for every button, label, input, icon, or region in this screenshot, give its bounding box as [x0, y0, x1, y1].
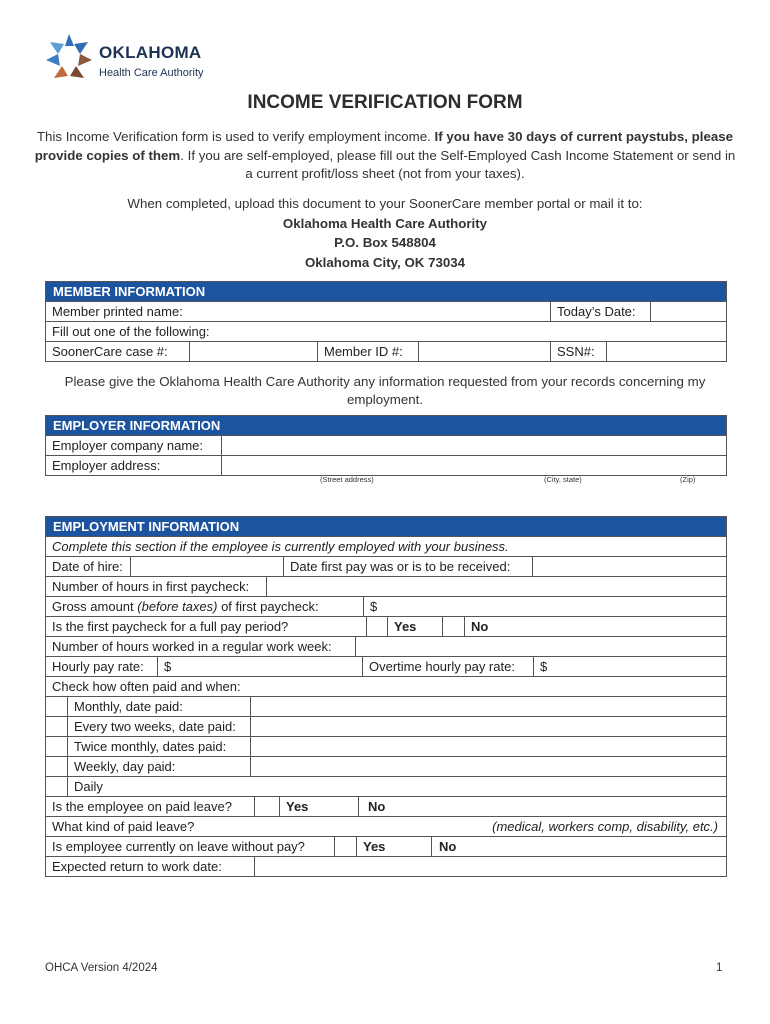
overtime-rate-label: Overtime hourly pay rate: [362, 657, 515, 676]
employer-header: EMPLOYER INFORMATION [46, 415, 726, 436]
twice-monthly-field[interactable] [250, 737, 726, 756]
gross-amount-label: Gross amount (before taxes) of first paycheck: [52, 599, 319, 614]
mail-address-line1: Oklahoma Health Care Authority [282, 215, 488, 231]
weekly-label: Weekly, day paid: [67, 757, 175, 776]
kind-leave-field[interactable]: (medical, workers comp, disability, etc.) [492, 819, 718, 834]
monthly-checkbox[interactable] [46, 697, 67, 716]
paid-leave-no-label: No [368, 799, 386, 814]
biweekly-label: Every two weeks, date paid: [67, 717, 236, 736]
employment-section [45, 516, 727, 877]
full-period-yes-label: Yes [387, 617, 416, 636]
unpaid-leave-yes-checkbox[interactable] [334, 837, 356, 856]
page-number: 1 [716, 962, 723, 974]
kind-leave-label: What kind of paid leave? [52, 819, 195, 834]
overtime-rate-field[interactable]: $ [533, 657, 726, 676]
how-often-label: Check how often paid and when: [52, 679, 241, 694]
biweekly-checkbox[interactable] [46, 717, 67, 736]
star-logo-icon [44, 32, 94, 82]
biweekly-field[interactable] [250, 717, 726, 736]
member-name-label: Member printed name: [52, 304, 183, 319]
fill-out-label: Fill out one of the following: [52, 324, 210, 339]
full-period-label: Is the first paycheck for a full pay period? [52, 619, 289, 634]
return-date-field[interactable] [254, 857, 726, 876]
paid-leave-yes-checkbox[interactable] [254, 797, 279, 816]
todays-date-field[interactable] [650, 302, 726, 321]
employment-instruction: Complete this section if the employee is currently employed with your business. [52, 539, 509, 554]
first-pay-date-label: Date first pay was or is to be received: [283, 557, 510, 576]
member-section [45, 281, 727, 362]
company-name-field[interactable] [221, 436, 726, 455]
member-name-field[interactable] [208, 302, 594, 321]
monthly-label: Monthly, date paid: [67, 697, 183, 716]
todays-date-label: Today’s Date: [550, 302, 636, 321]
authorization-note: Please give the Oklahoma Health Care Authority any information requested from your records concerning my employment. [64, 374, 706, 407]
address-label: Employer address: [52, 458, 161, 473]
unpaid-leave-yes-label: Yes [356, 837, 385, 856]
ssn-label: SSN#: [550, 342, 595, 361]
address-field[interactable] [221, 456, 726, 475]
twice-monthly-label: Twice monthly, dates paid: [67, 737, 226, 756]
footer-version: OHCA Version 4/2024 [45, 962, 158, 974]
mail-address-line3: Oklahoma City, OK 73034 [304, 254, 466, 270]
hourly-rate-label: Hourly pay rate: [52, 659, 144, 674]
hours-regular-label: Number of hours worked in a regular work week: [52, 639, 332, 654]
full-period-no-label: No [464, 617, 488, 636]
weekly-checkbox[interactable] [46, 757, 67, 776]
member-id-label: Member ID #: [317, 342, 403, 361]
unpaid-leave-no-label: No [439, 839, 457, 854]
first-pay-date-field[interactable] [532, 557, 726, 576]
city-hint: (City, state) [544, 475, 582, 484]
mailing-info [30, 194, 740, 272]
daily-checkbox[interactable] [46, 777, 67, 796]
intro-paragraph: This Income Verification form is used to verify employment income. If you have 30 days of current paystubs, please provide copies of them. If you are self-employed, please fill out the Self-Employed Cash Income Statement or send in a current profit/loss sheet (not from your taxes). [34, 129, 736, 181]
weekly-field[interactable] [250, 757, 726, 776]
full-period-no-checkbox[interactable] [442, 617, 464, 636]
member-header: MEMBER INFORMATION [46, 281, 726, 302]
zip-hint: (Zip) [680, 475, 696, 484]
hours-first-field[interactable] [266, 577, 726, 596]
hire-date-field[interactable] [130, 557, 283, 576]
case-number-field[interactable] [189, 342, 317, 361]
paid-leave-yes-label: Yes [279, 797, 308, 816]
gross-amount-field[interactable]: $ [363, 597, 726, 616]
return-date-label: Expected return to work date: [52, 859, 222, 874]
member-id-field[interactable] [418, 342, 550, 361]
monthly-field[interactable] [250, 697, 726, 716]
ssn-field[interactable] [606, 342, 726, 361]
page-title: INCOME VERIFICATION FORM [247, 92, 523, 113]
employment-header: EMPLOYMENT INFORMATION [46, 516, 726, 537]
logo-wordmark: OKLAHOMA [99, 43, 202, 62]
ohca-logo [44, 32, 224, 84]
street-hint: (Street address) [320, 475, 374, 484]
employer-section [45, 415, 727, 476]
hourly-rate-field[interactable]: $ [157, 657, 362, 676]
company-name-label: Employer company name: [52, 438, 204, 453]
twice-monthly-checkbox[interactable] [46, 737, 67, 756]
mail-instruction: When completed, upload this document to your SoonerCare member portal or mail it to: [127, 196, 643, 211]
logo-subtitle: Health Care Authority [99, 67, 204, 79]
unpaid-leave-label: Is employee currently on leave without pay? [52, 839, 305, 854]
mail-address-line2: P.O. Box 548804 [334, 235, 436, 250]
case-number-label: SoonerCare case #: [52, 344, 168, 359]
full-period-yes-checkbox[interactable] [366, 617, 387, 636]
paid-leave-label: Is the employee on paid leave? [52, 799, 232, 814]
hire-date-label: Date of hire: [52, 559, 123, 574]
hours-first-label: Number of hours in first paycheck: [52, 579, 250, 594]
hours-regular-field[interactable] [355, 637, 726, 656]
daily-label: Daily [67, 777, 103, 796]
